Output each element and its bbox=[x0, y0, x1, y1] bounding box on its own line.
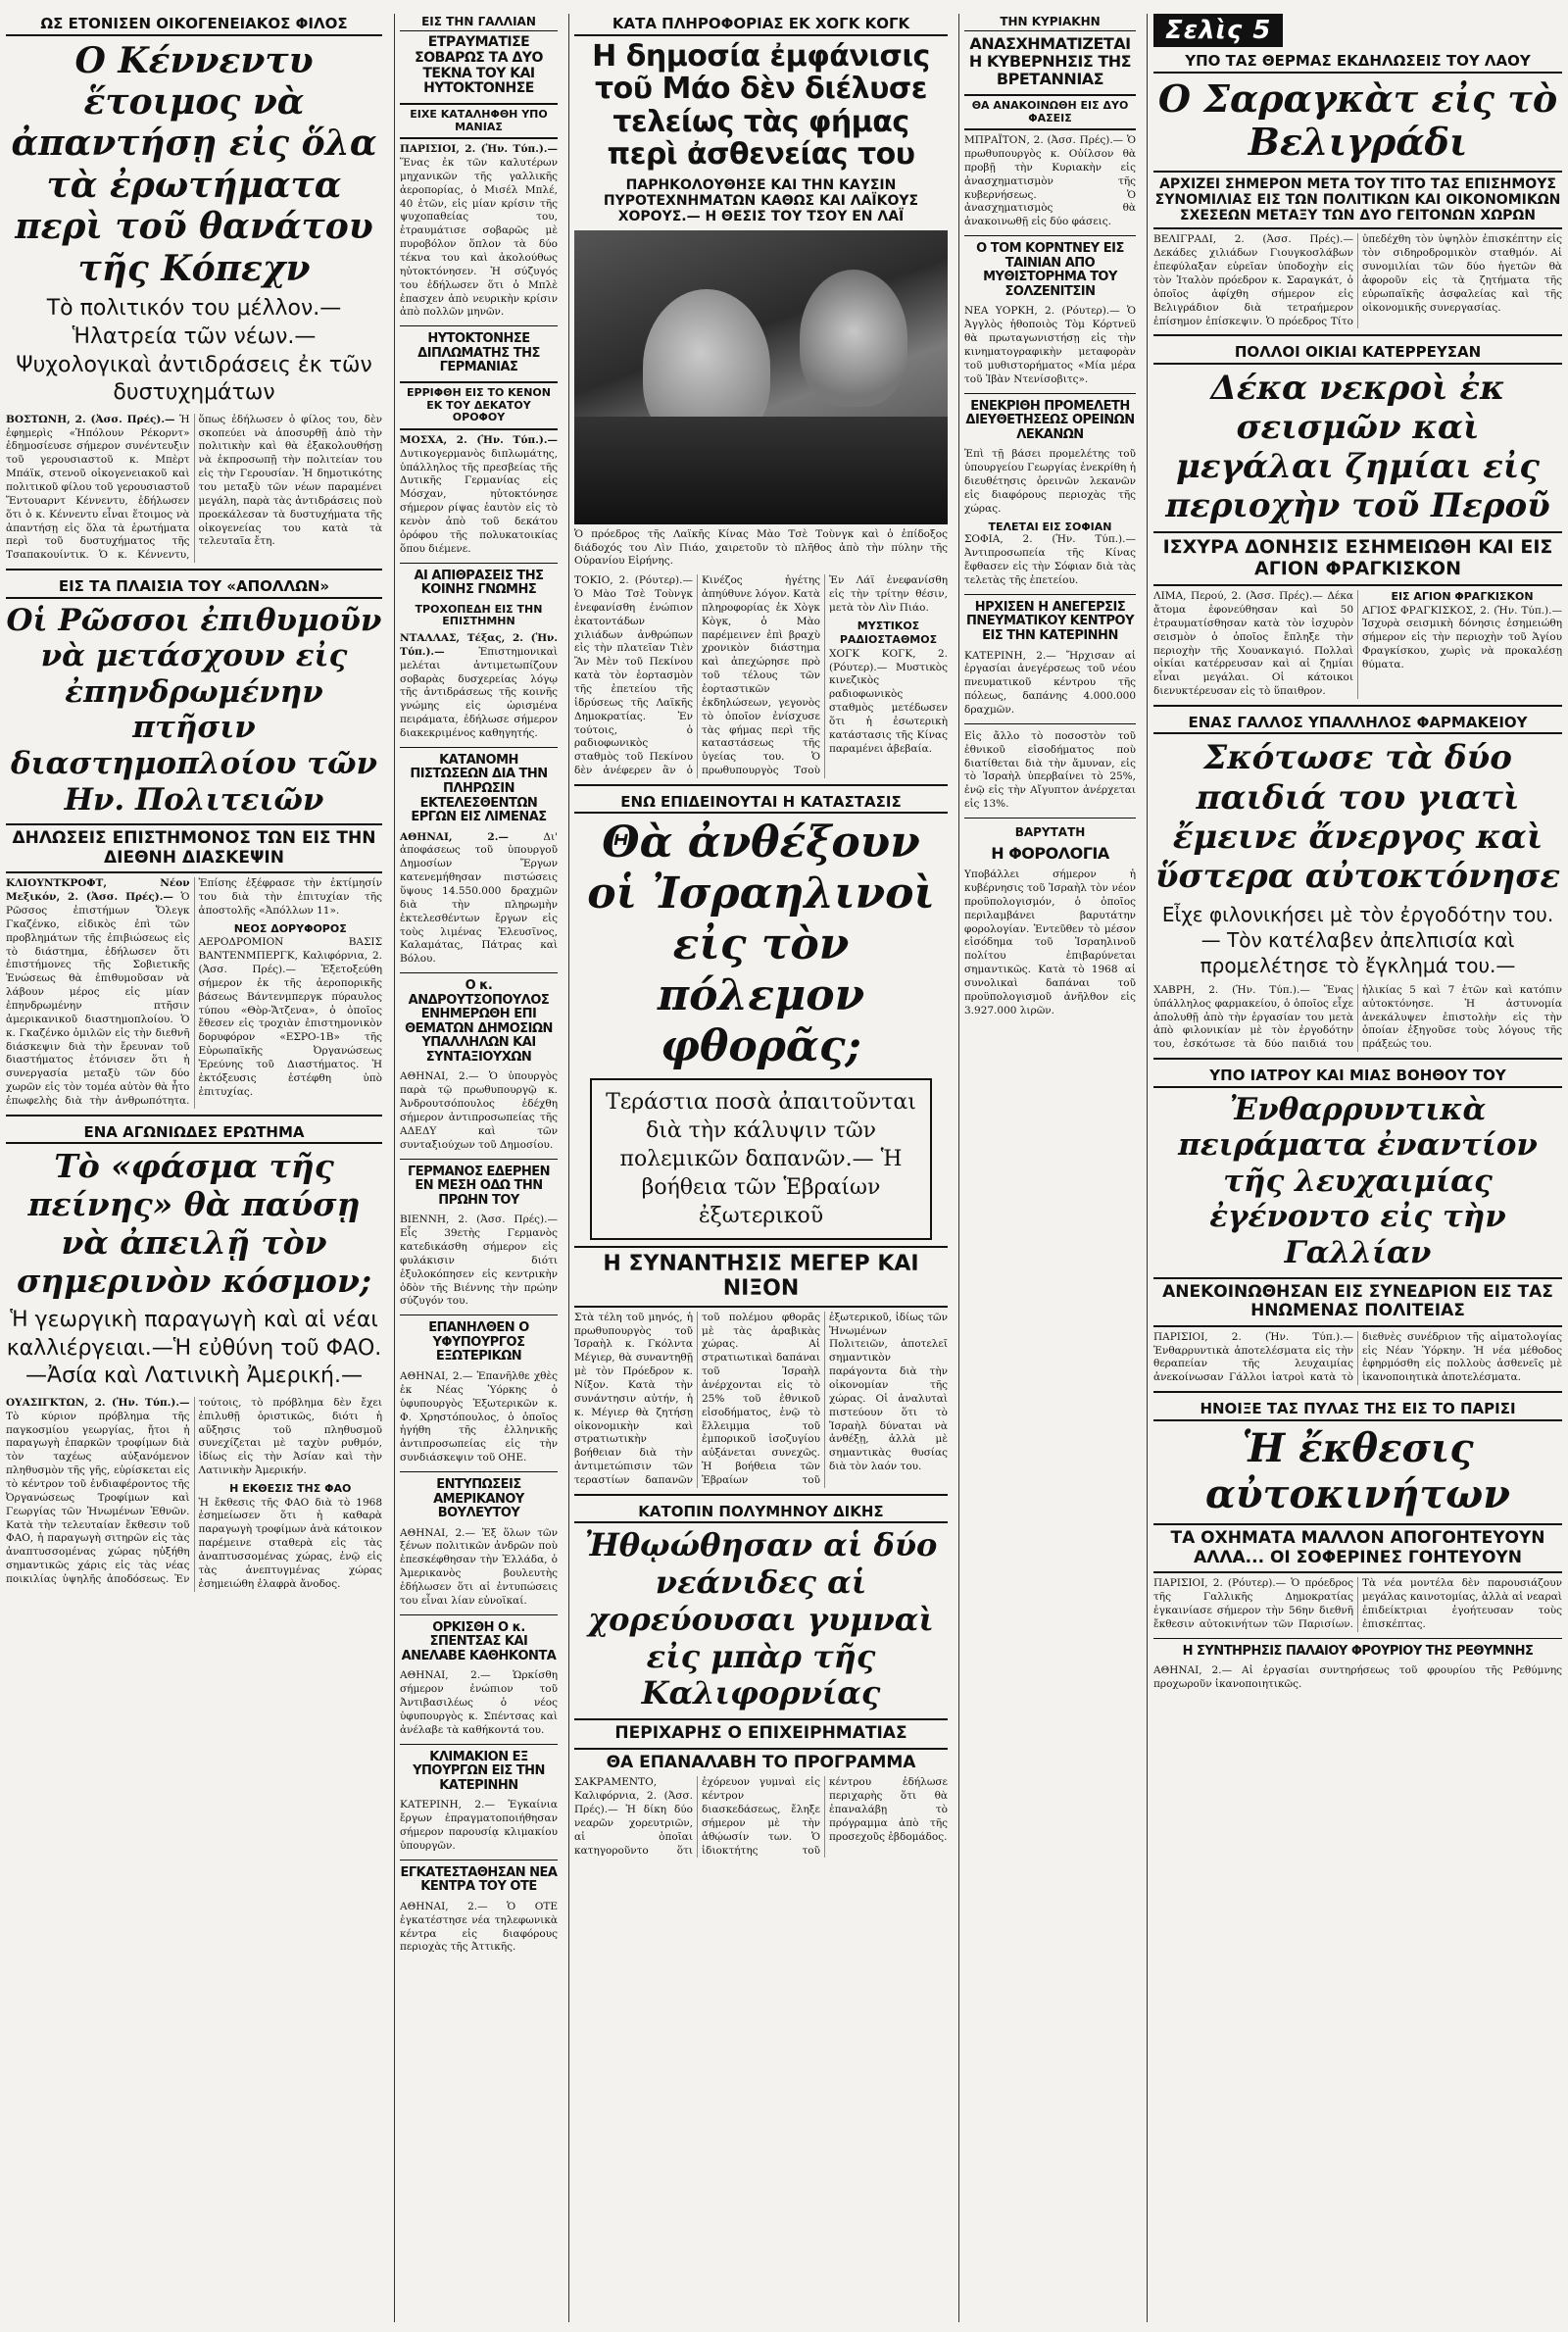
article-text: ΒΙΕΝΝΗ, 2. (Ἀσσ. Πρές).— Εἷς 39ετὴς Γερμανὸς κατεδικάσθη σήμερον εἰς φυλάκισιν διότι ἐξυλοκόπησεν εἰς κεντρικὴν ὁδὸν τῆς Βιέννης τὴν πρώην σύζυγόν του. bbox=[400, 1214, 558, 1308]
deck: ΑΡΧΙΖΕΙ ΣΗΜΕΡΟΝ ΜΕΤΑ ΤΟΥ ΤΙΤΟ ΤΑΣ ΕΠΙΣΗΜΟΥΣ ΣΥΝΟΜΙΛΙΑΣ ΕΙΣ ΤΩΝ ΠΟΛΙΤΙΚΩΝ ΚΑΙ ΟΙΚΟΝΟΜΙΚΩΝ ΣΧΕΣΕΩΝ ΜΕΤΑΞΥ ΤΩΝ ΔΥΟ ΓΕΙΤΟΝΩΝ ΧΩΡΩΝ bbox=[1153, 171, 1562, 229]
kicker: ΕΙΣ ΤΑ ΠΛΑΙΣΙΑ ΤΟΥ «ΑΠΟΛΛΩΝ» bbox=[6, 576, 382, 599]
article-body: Στὰ τέλη τοῦ μηνός, ἡ πρωθυπουργὸς τοῦ Ἰσραὴλ κ. Γκόλντα Μέγιερ, θὰ συναντηθῇ μὲ τὸν Πρόεδρον κ. Νίξον. Κατὰ τὴν συνάντησιν αὐτήν, ἡ κ. Μέγιερ θὰ ζητήσῃ οἰκονομικὴν καὶ στρατιωτικὴν βοήθειαν διὰ τὴν ἀντιμετώπισιν τῶν τεραστίων δαπανῶν τοῦ πολέμου φθορᾶς μὲ τὰς ἀραβικὰς χώρας. Αἱ στρατιωτικαὶ δαπάναι τοῦ Ἰσραὴλ ἀνέρχονται εἰς τὸ 25% τοῦ ἐθνικοῦ εἰσοδήματος, ἐνῷ τὸ ἔλλειμμα τοῦ ἐμπορικοῦ ἰσοζυγίου αὐξάνεται συνεχῶς. Ἡ βοήθεια τῶν Ἑβραίων τοῦ ἐξωτερικοῦ, ἰδίως τῶν Ἡνωμένων Πολιτειῶν, ἀποτελεῖ σημαντικὸν παράγοντα διὰ τὴν οἰκονομίαν τῆς χώρας. Οἱ ἀναλυταὶ πιστεύουν ὅτι τὸ Ἰσραὴλ δύναται νὰ ἀνθέξῃ, ἀλλὰ μὲ σημαντικὰς θυσίας διὰ τὸν λαόν του. bbox=[574, 1311, 948, 1487]
article-text: Ἐπὶ τῇ βάσει προμελέτης τοῦ ὑπουργείου Γεωργίας ἐνεκρίθη ἡ διευθέτησις ὀρεινῶν λεκανῶν εἰς διαφόρους περιοχὰς τῆς χώρας. bbox=[964, 448, 1136, 515]
headline-israel: Θὰ ἀνθέξουν οἱ Ἰσραηλινοὶ εἰς τὸν πόλεμον φθορᾶς; bbox=[587, 818, 935, 1072]
article-text: ΧΑΒΡΗ, 2. (Ἡν. Τύπ.).— Ἕνας ὑπάλληλος φαρμακείου, ὁ ὁποῖος εἶχε ἀπολυθῇ ἀπὸ τὴν ἐργασίαν του μετὰ ἀπὸ φιλονικίαν μὲ τὸν ἐργοδότην του, ἐσκότωσε τὰ δύο παιδιά του ἡλικίας 5 καὶ 7 ἐτῶν καὶ κατόπιν αὐτοκτόνησε. Ἡ ἀστυνομία ἀνεκάλυψεν ἐπιστολὴν εἰς τὴν ὁποίαν ἐξηγοῦσε τοὺς λόγους τῆς πράξεώς του. bbox=[1153, 983, 1562, 1051]
article-body: ΣΑΚΡΑΜΕΝΤΟ, Καλιφόρνια, 2. (Ἀσσ. Πρές).— Ἡ δίκη δύο νεαρῶν χορευτριῶν, αἱ ὁποῖαι κατηγοροῦντο ὅτι ἐχόρευον γυμναὶ εἰς κέντρον διασκεδάσεως, ἔληξε σήμερον μὲ τὴν ἀθῴωσίν των. Ὁ ἰδιοκτήτης τοῦ κέντρου ἐδήλωσε περιχαρὴς ὅτι θὰ ἐπαναλάβῃ τὸ πρόγραμμα ἀπὸ τῆς προσεχοῦς ἑβδομάδος. bbox=[574, 1776, 948, 1857]
article-text: Ἕνας ἐκ τῶν καλυτέρων μηχανικῶν τῆς γαλλικῆς ἀεροπορίας, ὁ Μισέλ Μπλέ, 40 ἐτῶν, εἰς μίαν κρίσιν τῆς ψυχοπαθείας του, ἐτραυμάτισε σοβαρῶς μὲ πυροβόλον ὅπλον τὰ δύο τέκνα του καὶ ἀκολούθως ηὐτοκτόνησεν. Ἡ σύζυγός του ἐδήλωσεν ὅτι ὁ Μπλὲ ἐπασχεν ἀπὸ νευρικὴν κρίσιν ἀπὸ πολλῶν μηνῶν. bbox=[400, 157, 558, 319]
column-3 bbox=[568, 14, 953, 2322]
kicker: ΕΝΩ ΕΠΙΔΕΙΝΟΥΤΑΙ Η ΚΑΤΑΣΤΑΣΙΣ bbox=[574, 792, 948, 815]
article-text: ΚΑΤΕΡΙΝΗ, 2.— Ἐγκαίνια ἔργων ἐπραγματοποιήθησαν σήμερον παρουσίᾳ κλιμακίου ὑπουργῶν. bbox=[400, 1799, 558, 1852]
kicker: ΗΝΟΙΞΕ ΤΑΣ ΠΥΛΑΣ ΤΗΣ ΕΙΣ ΤΟ ΠΑΡΙΣΙ bbox=[1153, 1399, 1562, 1421]
section-heading: Η ΣΥΝΑΝΤΗΣΙΣ ΜΕΓΕΡ ΚΑΙ ΝΙΞΟΝ bbox=[574, 1246, 948, 1308]
headline: ΚΑΤΑΝΟΜΗ ΠΙΣΤΩΣΕΩΝ ΔΙΑ ΤΗΝ ΠΛΗΡΩΣΙΝ ΕΚΤΕΛΕΣΘΕΝΤΩΝ ΕΡΓΩΝ ΕΙΣ ΛΙΜΕΝΑΣ bbox=[410, 752, 548, 825]
kicker: ΚΑΤΟΠΙΝ ΠΟΛΥΜΗΝΟΥ ΔΙΚΗΣ bbox=[574, 1502, 948, 1524]
photo-caption: Ὁ πρόεδρος τῆς Λαϊκῆς Κίνας Μὰο Τσὲ Τοὺνγκ καὶ ὁ ἐπίδοξος διάδοχός του Λὶν Πιάο, χαιρετοῦν τὸ πλῆθος ἀπὸ τὴν πύλην τῆς Οὐρανίου Εἰρήνης. bbox=[574, 528, 948, 568]
headline-auto-show: Ἡ ἔκθεσις αὐτοκινήτων bbox=[1204, 1424, 1511, 1517]
article-text: Ἡ ἔκθεσις τῆς ΦΑΟ διὰ τὸ 1968 ἐσημείωσεν ὅτι ἡ καθαρὰ παραγωγὴ τροφίμων ἀνὰ κάτοικον παρέμεινε σταθερὰ εἰς τὰς ἀναπτυσσομένας χώρας, ἐνῷ εἰς τὰς ἀνεπτυγμένας χώρας ἐσημειώθη ἐλαφρὰ ἄνοδος. bbox=[198, 1496, 382, 1590]
headline: ΑΝΑΣΧΗΜΑΤΙΖΕΤΑΙ Η ΚΥΒΕΡΝΗΣΙΣ ΤΗΣ ΒΡΕΤΑΝΝΙΑΣ bbox=[968, 34, 1132, 88]
article-body bbox=[6, 1397, 382, 1592]
subhead: Τὸ πολιτικόν του μέλλον.— Ἡλατρεία τῶν νέων.—Ψυχολογικαὶ ἀντιδράσεις ἐκ τῶν δυστυχημάτων bbox=[16, 296, 372, 406]
dateline: ΑΘΗΝΑΙ, 2.— bbox=[400, 830, 509, 843]
headline-peru-quake: Δέκα νεκροὶ ἐκ σεισμῶν καὶ μεγάλαι ζημίαι εἰς περιοχὴν τοῦ Περοῦ bbox=[1165, 368, 1550, 526]
subkicker: ΝΕΟΣ ΔΟΡΥΦΟΡΟΣ bbox=[233, 921, 347, 935]
article-text: ΑΘΗΝΑΙ, 2.— Ὁ ὑπουργὸς παρὰ τῷ πρωθυπουργῷ κ. Ἀνδρουτσόπουλος ἐδέχθη σήμερον ἀντιπροσωπείας τῆς ΑΔΕΔΥ καὶ τῶν συνταξιούχων τοῦ Δημοσίου. bbox=[400, 1070, 558, 1151]
subkicker: ΕΙΣ ΑΓΙΟΝ ΦΡΑΓΚΙΣΚΟΝ bbox=[1391, 590, 1534, 604]
headline-dancers: Ἠθῳώθησαν αἱ δύο νεάνιδες αἱ χορεύουσαι γυμναὶ εἰς μπὰρ τῆς Καλιφορνίας bbox=[584, 1526, 938, 1712]
article-text: Δι' ἀποφάσεως τοῦ ὑπουργοῦ Δημοσίων Ἔργων κατενεμήθησαν πιστώσεις ὕψους 14.550.000 δραχμῶν διὰ τὴν πληρωμὴν ἐκτελεσθέντων ἔργων εἰς τοὺς λιμένας Ἑλευσῖνος, Καλαμάτας, Πάτρας καὶ Βόλου. bbox=[400, 830, 558, 966]
kicker: ΥΠΟ ΤΑΣ ΘΕΡΜΑΣ ΕΚΔΗΛΩΣΕΙΣ ΤΟΥ ΛΑΟΥ bbox=[1153, 51, 1562, 74]
article-text: ΣΟΦΙΑ, 2. (Ἡν. Τύπ.).— Ἀντιπροσωπεία τῆς Κίνας ἔφθασεν εἰς τὴν Σόφιαν διὰ τὰς τελετὰς τῆς ἐπετείου. bbox=[964, 533, 1136, 587]
article-body bbox=[400, 632, 558, 741]
deck: ΕΡΡΙΦΘΗ ΕΙΣ ΤΟ ΚΕΝΟΝ ΕΚ ΤΟΥ ΔΕΚΑΤΟΥ ΟΡΟΦΟΥ bbox=[400, 381, 558, 430]
headline: Ο κ. ΑΝΔΡΟΥΤΣΟΠΟΥΛΟΣ ΕΝΗΜΕΡΩΘΗ ΕΠΙ ΘΕΜΑΤΩΝ ΔΗΜΟΣΙΩΝ ΥΠΑΛΛΗΛΩΝ ΚΑΙ ΣΥΝΤΑΞΙΟΥΧΩΝ bbox=[405, 978, 553, 1065]
deck: ΕΙΧΕ ΚΑΤΑΛΗΦΘΗ ΥΠΟ ΜΑΝΙΑΣ bbox=[400, 103, 558, 139]
headline: ΕΠΑΝΗΛΘΕΝ Ο ΥΦΥΠΟΥΡΓΟΣ ΕΞΩΤΕΡΙΚΩΝ bbox=[428, 1320, 529, 1364]
kicker: ΥΠΟ ΙΑΤΡΟΥ ΚΑΙ ΜΙΑΣ ΒΟΗΘΟΥ ΤΟΥ bbox=[1153, 1066, 1562, 1088]
article-body bbox=[1153, 590, 1562, 699]
headline: ΕΤΡΑΥΜΑΤΙΣΕ ΣΟΒΑΡΩΣ ΤΑ ΔΥΟ ΤΕΚΝΑ ΤΟΥ ΚΑΙ ΗΥΤΟΚΤΟΝΗΣΕ bbox=[415, 34, 543, 97]
subhead: Εἶχε φιλονικήσει μὲ τὸν ἐργοδότην του.— Τὸν κατέλαβεν ἀπελπισία καὶ προμελέτησε τὸ ἔγκλημά του.— bbox=[1161, 902, 1554, 977]
article-text: ΜΠΡΑΪΤΟΝ, 2. (Ἀσσ. Πρές).— Ὁ πρωθυπουργὸς κ. Οὐίλσον θὰ προβῇ τὴν Κυριακὴν εἰς ἀνασχηματισμὸν τῆς κυβερνήσεως. Ὁ ἀνασχηματισμὸς θὰ ἀνακοινωθῇ εἰς δύο φάσεις. bbox=[964, 134, 1136, 228]
deck: ΤΑ ΟΧΗΜΑΤΑ ΜΑΛΛΟΝ ΑΠΟΓΟΗΤΕΥΟΥΝ ΑΛΛΑ... ΟΙ ΣΟΦΕΡΙΝΕΣ ΓΟΗΤΕΥΟΥΝ bbox=[1153, 1523, 1562, 1573]
headline: ΕΝΤΥΠΩΣΕΙΣ ΑΜΕΡΙΚΑΝΟΥ ΒΟΥΛΕΥΤΟΥ bbox=[433, 1476, 524, 1521]
headline: ΗΡΧΙΣΕΝ Η ΑΝΕΓΕΡΣΙΣ ΠΝΕΥΜΑΤΙΚΟΥ ΚΕΝΤΡΟΥ ΕΙΣ ΤΗΝ ΚΑΤΕΡΙΝΗΝ bbox=[965, 599, 1134, 644]
headline: ΕΝΕΚΡΙΘΗ ΠΡΟΜΕΛΕΤΗ ΔΙΕΥΘΕΤΗΣΕΩΣ ΟΡΕΙΝΩΝ ΛΕΚΑΝΩΝ bbox=[965, 398, 1135, 442]
headline: ΑΙ ΑΠΙΘΡΑΣΕΙΣ ΤΗΣ ΚΟΙΝΗΣ ΓΝΩΜΗΣ bbox=[414, 568, 544, 598]
article-text: ΠΑΡΙΣΙΟΙ, 2. (Ἡν. Τύπ.).— Ἐνθαρρυντικὰ ἀποτελέσματα εἰς τὴν θεραπείαν τῆς λευχαιμίας ἀνεκοίνωσαν Γάλλοι ἰατροὶ κατὰ τὸ διεθνὲς συνέδριον τῆς αἱματολογίας εἰς Νέαν Ὑόρκην. Ἡ νέα μέθοδος ἐφηρμόσθη εἰς πολλοὺς ἀσθενεῖς μὲ ἱκανοποιητικὰ ἀποτελέσματα. bbox=[1153, 1330, 1562, 1384]
article-text: ΑΘΗΝΑΙ, 2.— Ἐπανῆλθε χθὲς ἐκ Νέας Ὑόρκης ὁ ὑφυπουργὸς Ἐξωτερικῶν κ. Φ. Χρηστόπουλος, ὁ ὁποῖος ἡγήθη τῆς ἑλληνικῆς ἀντιπροσωπείας εἰς τὴν συνδιάσκεψιν τοῦ ΟΗΕ. bbox=[400, 1369, 558, 1464]
article-text: ΒΕΛΙΓΡΑΔΙ, 2. (Ἀσσ. Πρές).— Δεκάδες χιλιάδων Γιουγκοσλάβων ἐπεφύλαξαν εὐρεῖαν ὑποδοχὴν εἰς τὸν Ἰταλὸν πρόεδρον κ. Σαραγκάτ, ὁ ὁποῖος ἀφίχθη σήμερον εἰς Βελιγράδιον διὰ τετραήμερον ἐπίσημον ἐπίσκεψιν. Ὁ πρόεδρος Τίτο ὑπεδέχθη τὸν ὑψηλὸν ἐπισκέπτην εἰς τὸν σιδηροδρομικὸν σταθμόν. Αἱ συνομιλίαι τῶν δύο ἡγετῶν θὰ ἀφοροῦν εἰς τὰ ζητήματα τῆς εὐρωπαϊκῆς ἀσφαλείας καὶ τῆς οἰκονομικῆς συνεργασίας. bbox=[1153, 233, 1562, 327]
page-number-logo: Σελὶς 5 bbox=[1153, 14, 1283, 47]
headline: Ο ΤΟΜ ΚΟΡΝΤΝΕΥ ΕΙΣ ΤΑΙΝΙΑΝ ΑΠΟ ΜΥΘΙΣΤΟΡΗΜΑ ΤΟΥ ΣΟΛΖΕΝΙΤΣΙΝ bbox=[976, 241, 1124, 299]
deck: ΠΑΡΗΚΟΛΟΥΘΗΣΕ ΚΑΙ ΤΗΝ ΚΑΥΣΙΝ ΠΥΡΟΤΕΧΝΗΜΑΤΩΝ ΚΑΘΩΣ ΚΑΙ ΛΑΪΚΟΥΣ ΧΟΡΟΥΣ.— Η ΘΕΣΙΣ ΤΟΥ ΤΣΟΥ ΕΝ ΛΑΪ bbox=[603, 176, 919, 225]
headline-pharmacy: Σκότωσε τὰ δύο παιδιά του γιατὶ ἔμεινε ἄνεργος καὶ ὕστερα αὐτοκτόνησε bbox=[1154, 738, 1561, 896]
deck: ΑΝΕΚΟΙΝΩΘΗΣΑΝ ΕΙΣ ΣΥΝΕΔΡΙΟΝ ΕΙΣ ΤΑΣ ΗΝΩΜΕΝΑΣ ΠΟΛΙΤΕΙΑΣ bbox=[1153, 1277, 1562, 1327]
subkicker: ΤΕΛΕΤΑΙ ΕΙΣ ΣΟΦΙΑΝ bbox=[988, 521, 1112, 534]
headline: Η ΣΥΝΤΗΡΗΣΙΣ ΠΑΛΑΙΟΥ ΦΡΟΥΡΙΟΥ ΤΗΣ ΡΕΘΥΜΝΗΣ bbox=[1182, 1643, 1534, 1659]
article-text: ΑΓΙΟΣ ΦΡΑΓΚΙΣΚΟΣ, 2. (Ἡν. Τύπ.).— Ἰσχυρὰ σεισμικὴ δόνησις ἐσημειώθη σήμερον εἰς τὴν περιοχὴν τοῦ Ἁγίου Φραγκίσκου, χωρὶς νὰ προκαλέσῃ θύματα. bbox=[1362, 604, 1562, 671]
dateline: ΒΟΣΤΩΝΗ, 2. (Ἀσσ. Πρές).— bbox=[6, 413, 175, 425]
headline: ΗΥΤΟΚΤΟΝΗΣΕ ΔΙΠΛΩΜΑΤΗΣ ΤΗΣ ΓΕΡΜΑΝΙΑΣ bbox=[417, 331, 540, 375]
kicker: ΕΝΑ ΑΓΩΝΙΩΔΕΣ ΕΡΩΤΗΜΑ bbox=[6, 1122, 382, 1145]
article-body bbox=[6, 414, 382, 563]
article-text: Δυτικογερμανὸς διπλωμάτης, ὑπάλληλος τῆς πρεσβείας τῆς Δυτικῆς Γερμανίας εἰς Μόσχαν, ηὐτοκτόνησε σήμερον ρίψας ἑαυτὸν εἰς τὸ κενὸν ἀπὸ τοῦ δεκάτου ὀρόφου τῆς πολυκατοικίας ὅπου διέμενε. bbox=[400, 447, 558, 555]
kicker: ΠΟΛΛΟΙ ΟΙΚΙΑΙ ΚΑΤΕΡΡΕΥΣΑΝ bbox=[1153, 342, 1562, 365]
kicker: ΒΑΡΥΤΑΤΗ bbox=[1014, 825, 1086, 840]
deck: ΠΕΡΙΧΑΡΗΣ Ο ΕΠΙΧΕΙΡΗΜΑΤΙΑΣ bbox=[574, 1718, 948, 1750]
article-text: Ἡ ἐφημερὶς «Ἡπόλουν Ρέκορντ» ἐδημοσίευσε σήμερον συνέντευξιν τοῦ γερουσιαστοῦ κ. Μπὲρτ Μπάϊκ, στενοῦ οἰκογενειακοῦ καὶ πολιτικοῦ φίλου τοῦ γερουσιαστοῦ Ἔντουαρντ Κέννεντυ, ἐδήλωσεν ὅτι ὁ κ. Κέννεντυ εἶναι ἕτοιμος νὰ ἀπαντήσῃ εἰς ὅλα τὰ ἐρωτήματα περὶ τοῦ δυστυχήματος τῆς Τσαπακουίντικ. Ὁ κ. Κέννεντυ, ὅπως ἐδήλωσεν ὁ φίλος του, δὲν σκοπεύει νὰ ἀποσυρθῇ ἀπὸ τὴν πολιτικὴν καὶ θὰ ἐξακολουθήσῃ νὰ ἐκπροσωπῇ τὴν πολιτείαν του εἰς τὴν Γερουσίαν. Ἡ δημοτικότης του μεταξὺ τῶν νέων παραμένει μεγάλη, παρὰ τὰς ἀντιδράσεις ποὺ προεκάλεσαν τὰ δυστυχήματα τῆς οἰκογενείας του κατὰ τὰ τελευταῖα ἔτη. bbox=[6, 413, 382, 562]
article-text: ΛΙΜΑ, Περού, 2. (Ἀσσ. Πρές).— Δέκα ἄτομα ἐφονεύθησαν καὶ 50 ἐτραυματίσθησαν κατὰ τὸν ἰσχυρὸν σεισμὸν ὁ ὁποῖος ἔπληξε τὴν περιοχὴν τῆς Χουανκαγιό. Πολλαὶ οἰκίαι κατέρρευσαν καὶ αἱ ζημίαι εἶναι μεγάλαι. Οἱ κάτοικοι διενυκτέρευσαν εἰς τὸ ὕπαιθρον. bbox=[1153, 590, 1353, 698]
headline: Η ΦΟΡΟΛΟΓΙΑ bbox=[991, 844, 1109, 864]
article-body bbox=[574, 574, 948, 778]
article-text: Τὸ κύριον πρόβλημα τῆς παγκοσμίου γεωργίας, ἤτοι ἡ παραγωγὴ ἐπαρκῶν τροφίμων διὰ τὸν ταχέως αὐξανόμενον πληθυσμὸν τῆς γῆς, εὑρίσκεται εἰς τὸ κέντρον τοῦ ἐνδιαφέροντος τῆς Ὀργανώσεως Τροφίμων καὶ Γεωργίας τῶν Ἡνωμένων Ἐθνῶν. Κατὰ τὴν τελευταίαν ἔκθεσιν τοῦ ΦΑΟ, ἡ παραγωγὴ σιτηρῶν εἰς τὰς ἀναπτυσσομένας χώρας ηὐξήθη σημαντικῶς χάρις εἰς τὰς νέας ποικιλίας ὑψηλῆς ἀποδόσεως. Ἐν τούτοις, τὸ πρόβλημα δὲν ἔχει ἐπιλυθῇ ὁριστικῶς, διότι ἡ αὔξησις τοῦ πληθυσμοῦ συνεχίζεται μὲ ταχὺν ρυθμόν, ἰδίως εἰς τὴν Ἀσίαν καὶ τὴν Λατινικὴν Ἀμερικήν. bbox=[6, 1396, 382, 1586]
column-2 bbox=[394, 14, 563, 2322]
dateline: ΟΥΑΣΙΓΚΤΩΝ, 2. (Ἡν. Τύπ.).— bbox=[6, 1396, 190, 1409]
article-text: ΧΟΓΚ ΚΟΓΚ, 2. (Ρόυτερ).— Μυστικὸς κινεζικὸς ραδιοφωνικὸς σταθμὸς μετέδωσεν ὅτι ἡ ἐσωτερικὴ κατάστασις τῆς Κίνας παραμένει ἀβεβαία. bbox=[829, 647, 948, 755]
column-4 bbox=[958, 14, 1141, 2322]
boxed-subhead: Τεράστια ποσὰ ἀπαιτοῦνται διὰ τὴν κάλυψιν τῶν πολεμικῶν δαπανῶν.— Ἡ βοήθεια τῶν Ἑβραίων ἐξωτερικοῦ bbox=[590, 1078, 932, 1240]
article-body bbox=[400, 143, 558, 320]
article-body bbox=[400, 434, 558, 557]
headline-saragat: Ο Σαραγκὰτ εἰς τὸ Βελιγράδι bbox=[1157, 75, 1558, 165]
column-1 bbox=[6, 14, 388, 2322]
page-masthead bbox=[1153, 14, 1562, 47]
subkicker: Η ΕΚΘΕΣΙΣ ΤΗΣ ΦΑΟ bbox=[229, 1482, 352, 1495]
article-text: ΑΘΗΝΑΙ, 2.— Ἐξ ὅλων τῶν ξένων πολιτικῶν ἀνδρῶν ποὺ ἐπεσκέφθησαν τὴν Ἑλλάδα, ὁ Ἀμερικανὸς βουλευτὴς ἐδήλωσεν ὅτι αἱ ἐντυπώσεις του εἶναι λίαν εὐνοϊκαί. bbox=[400, 1526, 558, 1607]
deck: ΙΣΧΥΡΑ ΔΟΝΗΣΙΣ ΕΣΗΜΕΙΩΘΗ ΚΑΙ ΕΙΣ ΑΓΙΟΝ ΦΡΑΓΚΙΣΚΟΝ bbox=[1153, 531, 1562, 586]
headline-russians-space: Οἱ Ρῶσσοι ἐπιθυμοῦν νὰ μετάσχουν εἰς ἐπηνδρωμένην πτῆσιν διαστημοπλοίου τῶν Ην. Πολιτειῶν bbox=[6, 602, 382, 818]
article-text: ΑΕΡΟΔΡΟΜΙΟΝ ΒΑΣΙΣ ΒΑΝΤΕΝΜΠΕΡΓΚ, Καλιφόρνια, 2. (Ἀσσ. Πρές).— Ἐξετοξεύθη σήμερον ἐκ τῆς ἀεροπορικῆς βάσεως Βάντενμπεργκ πύραυλος τύπου «Θὸρ-Ἄτζενα», ὁ ὁποῖος ἔθεσεν εἰς τροχιὰν ἐπιστημονικὸν δορυφόρον «ΕΣΡΟ-1Β» τῆς Εὐρωπαϊκῆς Ὀργανώσεως Ἐρεύνης τοῦ Διαστήματος. Ἡ ἐκτόξευσις ἐστέφθη ὑπὸ ἐπιτυχίας. bbox=[198, 936, 382, 1098]
subkicker: ΜΥΣΤΙΚΟΣ ΡΑΔΙΟΣΤΑΘΜΟΣ bbox=[839, 619, 938, 647]
headline-mao: Η δημοσία ἐμφάνισις τοῦ Μάο δὲν διέλυσε τελείως τὰς φήμας περὶ ἀσθενείας του bbox=[592, 38, 930, 173]
article-text: Ὁ Ρῶσσος ἐπιστήμων Ὄλεγκ Γκαζένκο, εἰδικὸς ἐπὶ τῶν προβλημάτων τῆς ἐπιβιώσεως εἰς τὸ διάστημα, ἐδήλωσεν ὅτι ἐπιστήμονες τῆς Σοβιετικῆς Ἑνώσεως θὰ ἐπιθυμοῦσαν νὰ λάβουν μέρος εἰς μίαν ἐπηνδρωμένην πτῆσιν ἀμερικανικοῦ διαστημοπλοίου. Ὁ κ. Γκαζένκο ὁμιλῶν εἰς τὴν διεθνῆ διάσκεψιν διὰ τὴν ἔρευναν τοῦ διαστήματος ἐτόνισεν ὅτι ἡ συνεργασία μεταξὺ τῶν δύο χωρῶν εἰς τὸν τομέα αὐτὸν θὰ ἦτο ἐπωφελὴς διὰ τὴν ἀνθρωπότητα. Ἐπίσης ἐξέφρασε τὴν ἐκτίμησίν του διὰ τὴν ἐπιτυχίαν τῆς ἀποστολῆς «Ἀπόλλων 11». bbox=[6, 877, 382, 1107]
headline-leukemia: Ἐνθαρρυντικὰ πειράματα ἐναντίον τῆς λευχαιμίας ἐγένοντο εἰς τὴν Γαλλίαν bbox=[1178, 1091, 1538, 1270]
article-text: Ἐπιστημονικαὶ μελέται ἀντιμετωπίζουν σοβαρὰς δυσχερείας λόγῳ τῆς ἀντιδράσεως τῆς κοινῆς γνώμης εἰς ὡρισμένα πειράματα, ἐδήλωσε σήμερον διακεκριμένος καθηγητής. bbox=[400, 645, 558, 740]
column-5 bbox=[1147, 14, 1562, 2322]
dateline: ΜΟΣΧΑ, 2. (Ἡν. Τύπ.).— bbox=[400, 433, 558, 446]
kicker: ΕΝΑΣ ΓΑΛΛΟΣ ΥΠΑΛΛΗΛΟΣ ΦΑΡΜΑΚΕΙΟΥ bbox=[1153, 713, 1562, 735]
article-text: ΚΑΤΕΡΙΝΗ, 2.— Ἤρχισαν αἱ ἐργασίαι ἀνεγέρσεως τοῦ νέου πνευματικοῦ κέντρου τῆς πόλεως, δαπάνης 4.000.000 δραχμῶν. bbox=[964, 649, 1136, 716]
headline-kennedy: Ο Κέννεντυ ἕτοιμος νὰ ἀπαντήσῃ εἰς ὅλα τὰ ἐρωτήματα περὶ τοῦ θανάτου τῆς Κόπεχν bbox=[11, 39, 377, 289]
news-photo bbox=[574, 230, 948, 524]
article-text: ΑΘΗΝΑΙ, 2.— Ὡρκίσθη σήμερον ἐνώπιον τοῦ Ἀντιβασιλέως ὁ νέος ὑφυπουργὸς κ. Σπέντσας καὶ ἀνέλαβε τὰ καθήκοντά του. bbox=[400, 1669, 558, 1736]
article-text: ΑΘΗΝΑΙ, 2.— Ὁ ΟΤΕ ἐγκατέστησε νέα τηλεφωνικὰ κέντρα εἰς διαφόρους περιοχὰς τῆς Ἀττικῆς. bbox=[400, 1900, 558, 1954]
headline: ΟΡΚΙΣΘΗ Ο κ. ΣΠΕΝΤΣΑΣ ΚΑΙ ΑΝΕΛΑΒΕ ΚΑΘΗΚΟΝΤΑ bbox=[401, 1619, 557, 1663]
deck: ΔΗΛΩΣΕΙΣ ΕΠΙΣΤΗΜΟΝΟΣ ΤΩΝ ΕΙΣ ΤΗΝ ΔΙΕΘΝΗ ΔΙΑΣΚΕΨΙΝ bbox=[6, 823, 382, 873]
kicker: ΤΗΝ ΚΥΡΙΑΚΗΝ bbox=[964, 14, 1136, 31]
article-body bbox=[400, 831, 558, 968]
dateline: ΚΛΙΟΥΝΤΚΡΟΦΤ, Νέον Μεξικόν, 2. (Ἀσσ. Πρές).— bbox=[6, 877, 190, 904]
article-text: Εἰς ἄλλο τὸ ποσοστὸν τοῦ ἐθνικοῦ εἰσοδήματος ποὺ διατίθεται διὰ τὴν ἄμυναν, εἰς τὸ Ἰσραὴλ ὑπερβαίνει τὸ 25%, ἐνῷ εἰς τὴν Αἴγυπτον ἀνέρχεται εἰς 13%. bbox=[964, 729, 1136, 811]
dateline: ΠΑΡΙΣΙΟΙ, 2. (Ἡν. Τύπ.).— bbox=[400, 143, 558, 156]
article-text: ΑΘΗΝΑΙ, 2.— Αἱ ἐργασίαι συντηρήσεως τοῦ φρουρίου τῆς Ρεθύμνης προχωροῦν ἱκανοποιητικῶς. bbox=[1153, 1664, 1562, 1690]
subhead: Ἡ γεωργικὴ παραγωγὴ καὶ αἱ νέαι καλλιέργειαι.—Ἡ εὐθύνη τοῦ ΦΑΟ.—Ἀσία καὶ Λατινικὴ Ἀμερική.— bbox=[6, 1308, 382, 1389]
headline: ΚΛΙΜΑΚΙΟΝ ΕΞ ΥΠΟΥΡΓΩΝ ΕΙΣ ΤΗΝ ΚΑΤΕΡΙΝΗΝ bbox=[413, 1749, 545, 1793]
article-body bbox=[6, 877, 382, 1109]
kicker: ΚΑΤΑ ΠΛΗΡΟΦΟΡΙΑΣ ΕΚ ΧΟΓΚ ΚΟΓΚ bbox=[574, 14, 948, 36]
article-text: Υποβάλλει σήμερον ἡ κυβέρνησις τοῦ Ἰσραὴλ τὸν νέον προϋπολογισμόν, ὁ ὁποῖος περιλαμβάνει βαρυτάτην φορολογίαν. Ἐντεῦθεν τὸ μέσον εἰσόδημα τοῦ Ἰσραηλινοῦ πολίτου ἐπιβαρύνεται σημαντικῶς. Κατὰ τὸ 1968 αἱ συνολικαὶ δαπάναι τοῦ προϋπολογισμοῦ ἀνῆλθον εἰς 3.927.000 λιρῶν. bbox=[964, 868, 1136, 1017]
deck: ΤΡΟΧΟΠΕΔΗ ΕΙΣ ΤΗΝ ΕΠΙΣΤΗΜΗΝ bbox=[415, 602, 543, 628]
headline-hunger: Τὸ «φάσμα τῆς πείνης» θὰ παύσῃ νὰ ἀπειλῇ τὸν σημερινὸν κόσμον; bbox=[16, 1147, 372, 1301]
kicker: ΕΙΣ ΤΗΝ ΓΑΛΛΙΑΝ bbox=[400, 14, 558, 31]
headline: ΕΓΚΑΤΕΣΤΑΘΗΣΑΝ ΝΕΑ ΚΕΝΤΡΑ ΤΟΥ ΟΤΕ bbox=[400, 1864, 558, 1895]
article-text: ΠΑΡΙΣΙΟΙ, 2. (Ρόυτερ).— Ὁ πρόεδρος τῆς Γαλλικῆς Δημοκρατίας ἐγκαινίασε σήμερον τὴν 56ην διεθνῆ ἔκθεσιν αὐτοκινήτων τῶν Παρισίων. Τὰ νέα μοντέλα δὲν παρουσιάζουν μεγάλας καινοτομίας, ἀλλὰ αἱ νεαραὶ ἐπιδείκτριαι ἐγοήτευσαν τοὺς ἐπισκέπτας. bbox=[1153, 1577, 1562, 1630]
dateline: ΝΤΑΛΛΑΣ, Τέξας, 2. (Ἡν. Τύπ.).— bbox=[400, 632, 558, 658]
article-text: ΝΕΑ ΥΟΡΚΗ, 2. (Ρόυτερ).— Ὁ Ἀγγλὸς ἠθοποιὸς Τὸμ Κόρτνεϋ θὰ πρωταγωνιστήσῃ εἰς τὴν κινηματογραφικὴν μεταφορὰν τοῦ μυθιστορήματος «Μία μέρα τοῦ Ἰβὰν Ντενίσοβιτς». bbox=[964, 305, 1136, 385]
deck: ΘΑ ΕΠΑΝΑΛΑΒΗ ΤΟ ΠΡΟΓΡΑΜΜΑ bbox=[606, 1752, 916, 1772]
article-text: ΤΟΚΙΟ, 2. (Ρόυτερ).— Ὁ Μὰο Τσὲ Τοὺνγκ ἐνεφανίσθη ἐνώπιον ἑκατοντάδων χιλιάδων ἀνθρώπων εἰς τὴν πλατεῖαν Τιὲν Ἂν Μὲν τοῦ Πεκίνου κατὰ τὸν ἑορτασμὸν τῆς ἐπετείου τῆς ἱδρύσεως τῆς Λαϊκῆς Δημοκρατίας. Ἐν τούτοις, ὁ ραδιοφωνικὸς σταθμὸς τοῦ Πεκίνου δὲν ἀνέφερεν ἂν ὁ Κινέζος ἡγέτης ἀπηύθυνε λόγον. Κατὰ πληροφορίας ἐκ Χὸγκ Κὸγκ, ὁ Μὰο παρέμεινεν ἐπὶ βραχὺ χρονικὸν διάστημα καὶ ἀπεχώρησε πρὸ τοῦ τέλους τῶν ἑορταστικῶν ἐκδηλώσεων, γεγονὸς τὸ ὁποῖον ἐνίσχυσε τὰς φήμας περὶ τῆς καταστάσεως τῆς ὑγείας του. Ὁ πρωθυπουργὸς Τσοὺ Ἐν Λάϊ ἐνεφανίσθη εἰς τὴν τρίτην θέσιν, μετὰ τὸν Λὶν Πιάο. bbox=[574, 574, 948, 777]
deck: ΘΑ ΑΝΑΚΟΙΝΩΘΗ ΕΙΣ ΔΥΟ ΦΑΣΕΙΣ bbox=[964, 94, 1136, 130]
headline: ΓΕΡΜΑΝΟΣ ΕΔΕΡΗΕΝ ΕΝ ΜΕΣΗ ΟΔΩ ΤΗΝ ΠΡΩΗΝ ΤΟΥ bbox=[407, 1164, 551, 1208]
kicker: ΩΣ ΕΤΟΝΙΣΕΝ ΟΙΚΟΓΕΝΕΙΑΚΟΣ ΦΙΛΟΣ bbox=[6, 14, 382, 36]
